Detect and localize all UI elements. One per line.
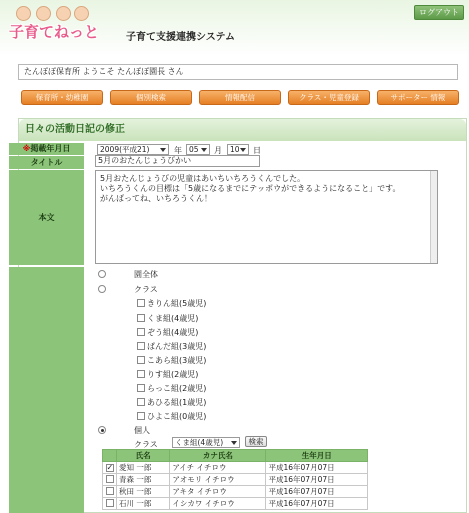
class-checkbox[interactable]: [137, 356, 145, 364]
month-select[interactable]: [186, 144, 210, 155]
main-nav: [21, 90, 461, 106]
nav-search-button[interactable]: 個別検索: [110, 90, 192, 105]
class-checkbox[interactable]: [137, 299, 145, 307]
class-checkbox[interactable]: [137, 314, 145, 322]
chevron-down-icon: [240, 148, 246, 152]
chevron-down-icon: [201, 148, 207, 152]
member-name: 愛知 一郎: [117, 462, 170, 474]
member-kana: アオモリ イチロウ: [170, 474, 266, 486]
class-option-label: ぱんだ組(3歳児): [147, 342, 207, 351]
class-select[interactable]: [172, 437, 240, 448]
class-option-label: らっこ組(2歳児): [147, 384, 207, 393]
logo[interactable]: [6, 4, 102, 50]
chevron-down-icon: [160, 148, 166, 152]
member-birth: 平成16年07月07日: [266, 498, 368, 510]
header-birth: 生年月日: [266, 450, 368, 462]
all-radio[interactable]: [98, 270, 106, 278]
member-birth: 平成16年07月07日: [266, 486, 368, 498]
class-option-label: あひる組(1歳児): [147, 398, 207, 407]
individual-label: 個人: [134, 426, 150, 435]
audience-label-cell: [9, 267, 84, 513]
date-label-cell: [9, 143, 84, 155]
member-table-header: [103, 450, 368, 462]
member-checkbox[interactable]: [106, 487, 114, 495]
search-button[interactable]: 検索: [245, 436, 267, 447]
class-option-label: こあら組(3歳児): [147, 356, 207, 365]
panel-title: 日々の活動日記の修正: [19, 119, 466, 141]
logout-button[interactable]: ログアウト: [414, 5, 464, 20]
title-label: タイトル: [9, 156, 84, 169]
member-birth: 平成16年07月07日: [266, 474, 368, 486]
month-select-value: 05: [189, 145, 199, 154]
nav-class-registration-button[interactable]: クラス・児童登録: [288, 90, 370, 105]
class-label: クラス: [134, 285, 158, 294]
class-checkbox[interactable]: [137, 328, 145, 336]
member-kana: アイチ イチロウ: [170, 462, 266, 474]
member-checkbox[interactable]: ✓: [106, 463, 114, 472]
day-unit: 日: [253, 146, 261, 155]
all-label: 園全体: [134, 270, 158, 279]
class-checkbox[interactable]: [137, 342, 145, 350]
header-name: 氏名: [117, 450, 170, 462]
member-birth: 平成16年07月07日: [266, 462, 368, 474]
body-textarea[interactable]: 5月おたんじょうびの児童はあいちいちろうくんでした。 いちろうくんの目標は「5歳になるまでにテッポウができるようになること」です。 がんばってね、いちろうくん！: [95, 170, 438, 264]
table-row: [103, 498, 368, 510]
year-select-value: 2009(平成21): [100, 145, 150, 154]
class-select-label: クラス: [134, 440, 158, 449]
member-checkbox[interactable]: [106, 475, 114, 483]
class-option-label: ぞう組(4歳児): [147, 328, 199, 337]
member-kana: アキタ イチロウ: [170, 486, 266, 498]
day-select-value: 10: [230, 145, 240, 154]
header-check: [103, 450, 117, 462]
class-checkbox[interactable]: [137, 384, 145, 392]
member-name: 青森 一郎: [117, 474, 170, 486]
class-radio[interactable]: [98, 285, 106, 293]
nav-nursery-button[interactable]: 保育所・幼稚園: [21, 90, 103, 105]
body-scrollbar[interactable]: [430, 171, 437, 263]
app-header: [0, 0, 469, 56]
member-kana: イシカワ イチロウ: [170, 498, 266, 510]
member-name: 秋田 一郎: [117, 486, 170, 498]
year-unit: 年: [174, 146, 182, 155]
member-name: 石川 一郎: [117, 498, 170, 510]
class-select-value: くま組(4歳児): [175, 438, 224, 447]
class-option-label: ひよこ組(0歳児): [147, 412, 207, 421]
table-row: [103, 462, 368, 474]
individual-radio[interactable]: [98, 426, 106, 434]
table-row: [103, 474, 368, 486]
class-checkbox[interactable]: [137, 370, 145, 378]
header-kana: カナ氏名: [170, 450, 266, 462]
chevron-down-icon: [231, 441, 237, 445]
nav-distribution-button[interactable]: 情報配信: [199, 90, 281, 105]
date-label: 掲載年月日: [30, 144, 71, 153]
class-option-label: りす組(2歳児): [147, 370, 199, 379]
required-mark: ※: [22, 144, 31, 153]
class-option-label: くま組(4歳児): [147, 314, 199, 323]
member-table: [102, 449, 368, 510]
system-title: 子育て支援連携システム: [126, 32, 235, 43]
month-unit: 月: [214, 146, 222, 155]
class-checkbox[interactable]: [137, 412, 145, 420]
class-checkbox[interactable]: [137, 398, 145, 406]
table-row: [103, 486, 368, 498]
nav-supporter-button[interactable]: サポーター 情報: [377, 90, 459, 105]
body-label: 本文: [9, 170, 84, 265]
member-checkbox[interactable]: [106, 499, 114, 507]
welcome-message: たんぽぽ保育所 ようこそ たんぽぽ園長 さん: [18, 64, 458, 80]
day-select[interactable]: [227, 144, 249, 155]
logo-text: 子育てねっと: [8, 23, 99, 41]
class-option-label: きりん組(5歳児): [147, 299, 207, 308]
title-input[interactable]: 5月のおたんじょうびかい: [95, 155, 260, 167]
year-select[interactable]: [97, 144, 169, 155]
